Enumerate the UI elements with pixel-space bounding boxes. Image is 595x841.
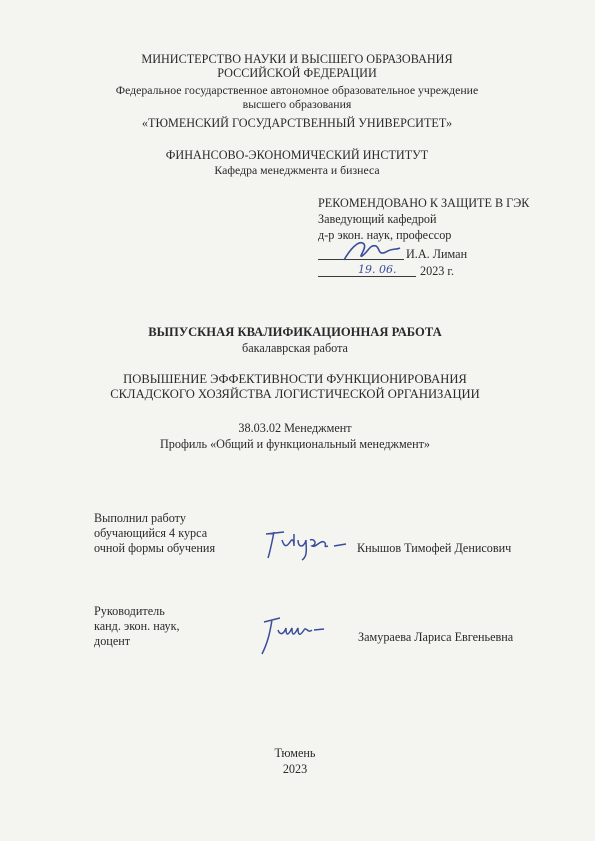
city: Тюмень [274,746,316,760]
department-name: Кафедра менеджмента и бизнеса [214,163,380,177]
supervisor-label-3: доцент [94,634,131,648]
approval-degree: д-р экон. наук, профессор [318,228,452,242]
institution-line-1: Федеральное государственное автономное образовательное учреждение [115,83,479,97]
work-title-line-2: СКЛАДСКОГО ХОЗЯЙСТВА ЛОГИСТИЧЕСКОЙ ОРГАНИЗАЦИИ [110,387,480,401]
institution-line-2: высшего образования [242,97,352,111]
year: 2023 [282,762,308,776]
supervisor-signature [258,612,328,660]
head-signature [342,236,402,264]
work-title-line-1: ПОВЫШЕНИЕ ЭФФЕКТИВНОСТИ ФУНКЦИОНИРОВАНИЯ [123,372,467,386]
ministry-line-2: РОССИЙСКОЙ ФЕДЕРАЦИИ [217,66,377,80]
supervisor-label-1: Руководитель [94,604,165,618]
approval-role: Заведующий кафедрой [318,212,437,226]
head-name: И.А. Лиман [406,247,468,261]
university-name: «ТЮМЕНСКИЙ ГОСУДАРСТВЕННЫЙ УНИВЕРСИТЕТ» [141,116,453,130]
approval-title: РЕКОМЕНДОВАНО К ЗАЩИТЕ В ГЭК [318,196,530,210]
institute-name: ФИНАНСОВО-ЭКОНОМИЧЕСКИЙ ИНСТИТУТ [165,148,429,162]
work-type: ВЫПУСКНАЯ КВАЛИФИКАЦИОННАЯ РАБОТА [148,325,442,339]
supervisor-name: Замураева Лариса Евгеньевна [358,630,514,644]
specialty-profile: Профиль «Общий и функциональный менеджмент» [159,437,431,451]
specialty-code: 38.03.02 Менеджмент [238,421,352,435]
ministry-line-1: МИНИСТЕРСТВО НАУКИ И ВЫСШЕГО ОБРАЗОВАНИЯ [141,52,453,66]
student-signature [262,526,352,562]
student-label-1: Выполнил работу [94,511,186,525]
approval-year: 2023 г. [420,264,455,278]
student-label-2: обучающийся 4 курса [94,526,208,540]
handwritten-date: 19. 06. [358,263,397,276]
work-subtype: бакалаврская работа [242,341,348,355]
student-name: Кнышов Тимофей Денисович [357,541,512,555]
student-label-3: очной формы обучения [94,541,216,555]
supervisor-label-2: канд. экон. наук, [94,619,180,633]
